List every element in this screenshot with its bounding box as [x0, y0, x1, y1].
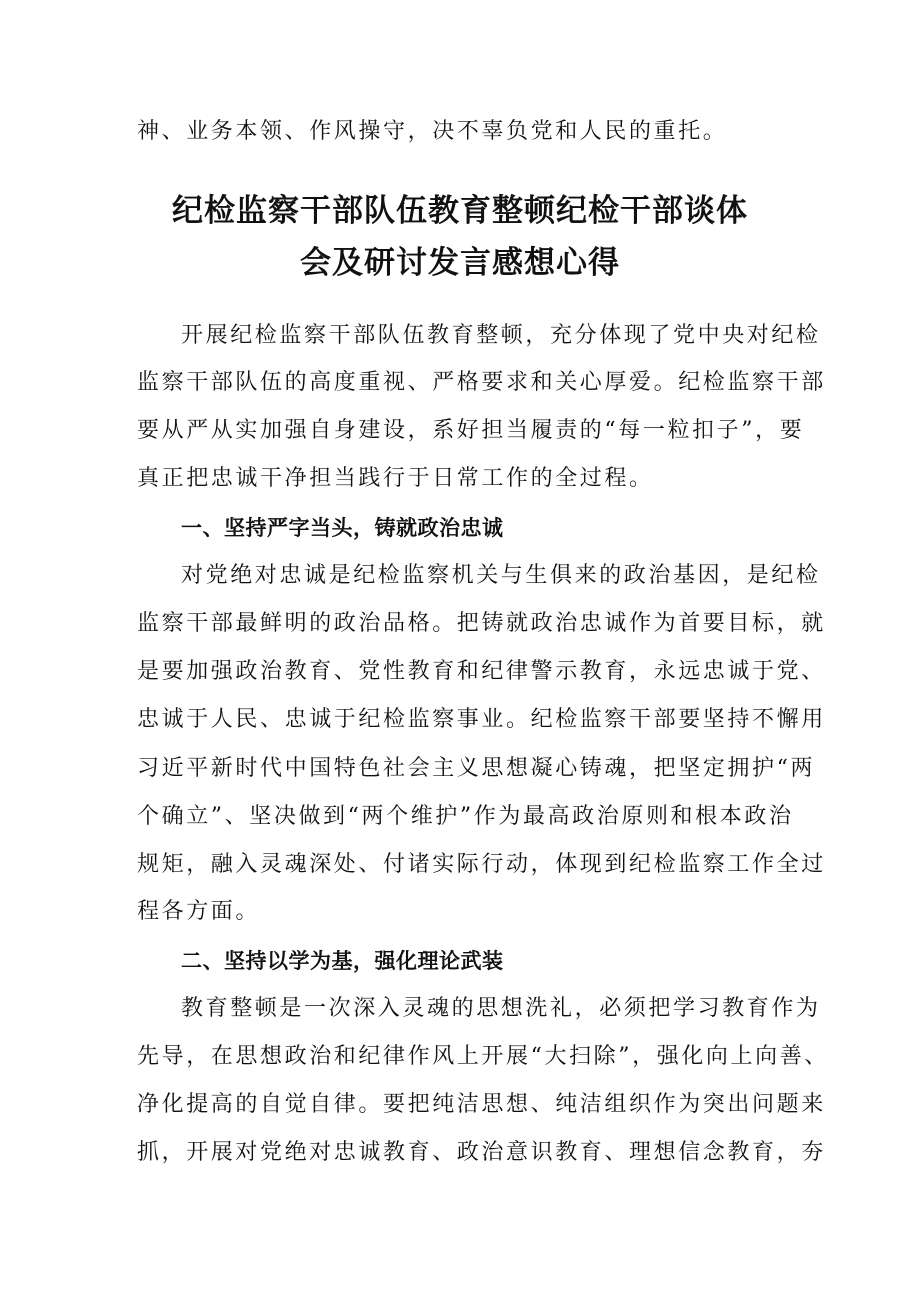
section1-paragraph-line: 程各方面。 [137, 899, 261, 924]
section1-paragraph-line: 习近平新时代中国特色社会主义思想凝心铸魂，把坚定拥护“两 [137, 756, 816, 781]
document-title-line-1: 纪检监察干部队伍教育整顿纪检干部谈体 [172, 193, 748, 229]
section2-paragraph-line: 教育整顿是一次深入灵魂的思想洗礼，必须把学习教育作为 [181, 996, 821, 1021]
intro-paragraph-line: 真正把忠诚干净担当践行于日常工作的全过程。 [137, 466, 654, 491]
section1-paragraph-line: 个确立”、坚决做到“两个维护”作为最高政治原则和根本政治 [137, 804, 794, 829]
section2-paragraph-line: 抓，开展对党绝对忠诚教育、政治意识教育、理想信念教育，夯 [137, 1140, 826, 1165]
section-heading-2: 二、坚持以学为基，强化理论武装 [181, 949, 504, 973]
section1-paragraph-line: 对党绝对忠诚是纪检监察机关与生俱来的政治基因，是纪检 [181, 563, 821, 588]
section-heading-1: 一、坚持严字当头，铸就政治忠诚 [181, 516, 504, 540]
document-title-line-2: 会及研讨发言感想心得 [300, 245, 620, 281]
section2-paragraph-line: 先导，在思想政治和纪律作风上开展“大扫除”，强化向上向善、 [137, 1044, 829, 1069]
intro-paragraph-line: 开展纪检监察干部队伍教育整顿，充分体现了党中央对纪检 [181, 323, 821, 348]
section2-paragraph-line: 净化提高的自觉自律。要把纯洁思想、纯洁组织作为突出问题来 [137, 1092, 826, 1117]
section1-paragraph-line: 忠诚于人民、忠诚于纪检监察事业。纪检监察干部要坚持不懈用 [137, 707, 826, 732]
intro-paragraph-line: 监察干部队伍的高度重视、严格要求和关心厚爱。纪检监察干部 [137, 370, 826, 395]
section1-paragraph-line: 规矩，融入灵魂深处、付诸实际行动，体现到纪检监察工作全过 [137, 852, 826, 877]
intro-paragraph-line: 要从严从实加强自身建设，系好担当履责的“每一粒扣子”，要 [137, 418, 805, 443]
continued-paragraph-line: 神、业务本领、作风操守，决不辜负党和人民的重托。 [137, 119, 728, 144]
section1-paragraph-line: 监察干部最鲜明的政治品格。把铸就政治忠诚作为首要目标，就 [137, 611, 826, 636]
section1-paragraph-line: 是要加强政治教育、党性教育和纪律警示教育，永远忠诚于党、 [137, 659, 826, 684]
